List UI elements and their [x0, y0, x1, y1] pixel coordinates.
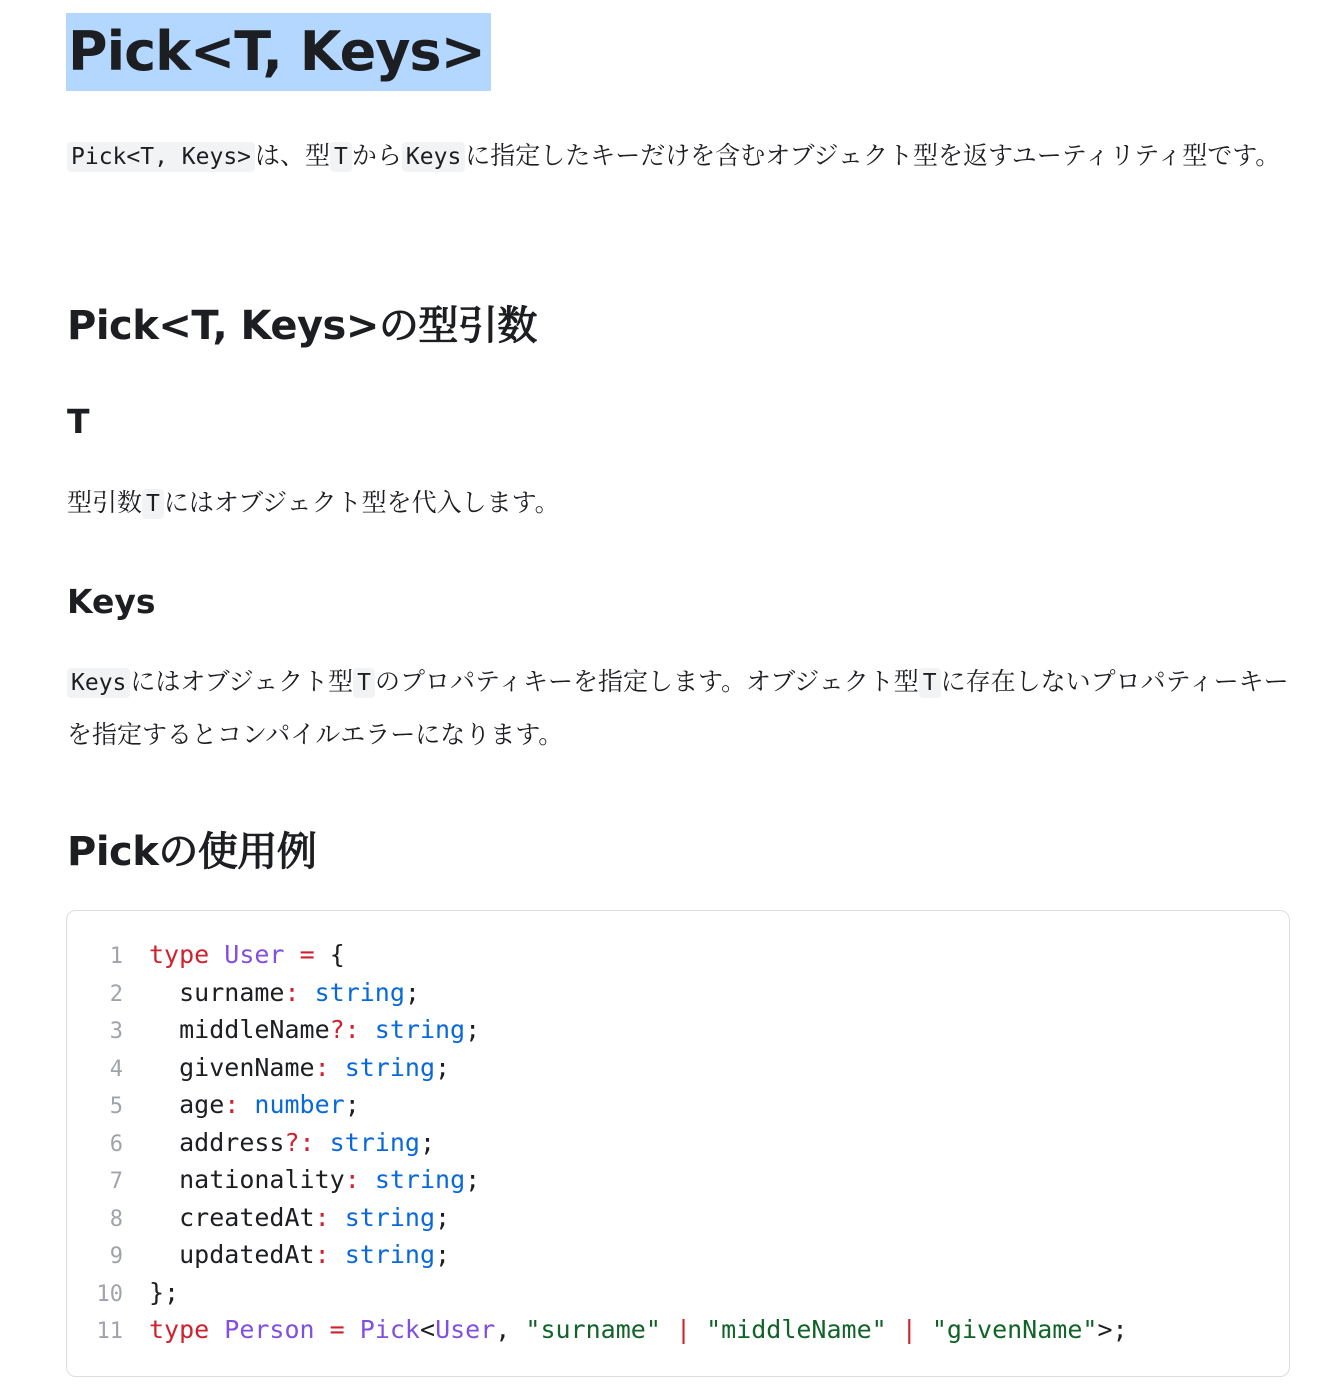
inline-code: Pick<T, Keys> [67, 142, 255, 172]
section-heading-type-params: Pick<T, Keys>の型引数 [67, 303, 537, 349]
param-heading-t: T [67, 402, 90, 441]
inline-code: T [919, 668, 941, 698]
line-number: 11 [96, 1319, 123, 1344]
code-block[interactable] [66, 910, 1290, 1377]
code-line: 5 age: number; [67, 1086, 1128, 1124]
line-number: 6 [109, 1131, 123, 1157]
line-number: 9 [109, 1244, 123, 1269]
line-number: 4 [109, 1056, 123, 1082]
param-t-paragraph: 型引数 T にはオブジェクト型を代入します。 [67, 488, 560, 517]
param-keys-paragraph: Keys にはオブジェクト型 T のプロパティキーを指定します。オブジェクト型 T に存在しないプロパティーキーを指定するとコンパイルエラーになります。 [67, 667, 1289, 749]
line-number: 1 [109, 944, 123, 969]
code-line: 11 type Person = Pick<User, "surname" | "middleName" | "givenName">; [67, 1311, 1128, 1349]
inline-code: T [330, 142, 352, 172]
code-line: 10 }; [67, 1274, 1128, 1312]
line-number: 10 [96, 1281, 123, 1307]
section-heading-example: Pickの使用例 [67, 829, 317, 875]
param-heading-keys: Keys [67, 582, 156, 621]
inline-code: Keys [402, 142, 465, 172]
inline-code: T [142, 489, 164, 519]
inline-code: T [353, 668, 375, 698]
code-lines [67, 936, 1128, 1349]
code-line: 8 createdAt: string; [67, 1199, 1128, 1237]
line-number: 7 [109, 1169, 123, 1194]
line-number: 5 [109, 1094, 123, 1119]
intro-paragraph: Pick<T, Keys> は、型 T から Keys に指定したキーだけを含むオブジェクト型を返すユーティリティ型です。 [67, 130, 1293, 183]
line-number: 2 [109, 981, 123, 1007]
code-line: 9 updatedAt: string; [67, 1236, 1128, 1274]
code-line: 7 nationality: string; [67, 1161, 1128, 1199]
code-line: 4 givenName: string; [67, 1049, 1128, 1087]
code-line: 6 address?: string; [67, 1124, 1128, 1162]
page-title: Pick<T, Keys> [66, 13, 491, 91]
code-line: 1 type User = { [67, 936, 1128, 974]
line-number: 8 [109, 1206, 123, 1232]
line-number: 3 [109, 1019, 123, 1044]
inline-code: Keys [67, 668, 130, 698]
code-line: 2 surname: string; [67, 974, 1128, 1012]
code-line: 3 middleName?: string; [67, 1011, 1128, 1049]
